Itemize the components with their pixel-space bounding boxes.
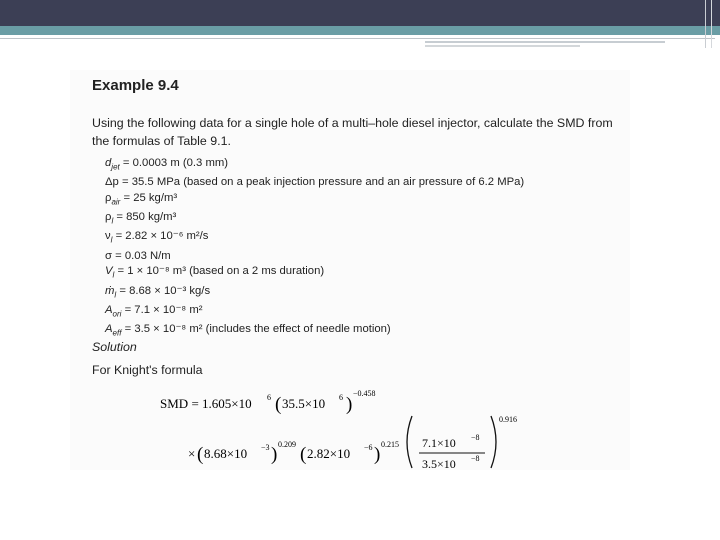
eq-fraction-numerator: 7.1×10 xyxy=(422,436,456,450)
given-item xyxy=(105,264,524,283)
paren-open: ( xyxy=(300,444,307,465)
given-subscript: air xyxy=(111,197,121,207)
eq-fraction-denominator-exponent: −8 xyxy=(471,454,480,463)
slide-rule-short xyxy=(425,41,665,43)
big-paren-open xyxy=(407,416,412,468)
smd-equation xyxy=(160,384,520,474)
eq-term-massflow-exponent: −3 xyxy=(261,443,270,452)
given-symbol: A xyxy=(105,322,113,335)
given-symbol: Δp xyxy=(105,176,119,189)
given-item xyxy=(105,191,524,210)
given-symbol: A xyxy=(105,303,113,316)
slide-rule xyxy=(0,38,715,39)
given-item xyxy=(105,175,524,191)
given-item xyxy=(105,249,524,265)
given-item xyxy=(105,303,524,322)
problem-statement: Using the following data for a single hole of a multi–hole diesel injector, calculate the SMD from the formulas of Table 9.1. xyxy=(92,116,613,148)
eq-term-viscosity: 2.82×10 xyxy=(307,446,351,461)
given-value: = 8.68 × 10⁻³ kg/s xyxy=(116,284,211,297)
example-title: Example 9.4 xyxy=(92,77,179,94)
given-subscript: ori xyxy=(112,309,122,318)
slide-vertical-rule xyxy=(705,0,706,48)
slide-rule-shorter xyxy=(425,45,580,47)
slide-accent-bar xyxy=(0,26,720,35)
paren-open: ( xyxy=(275,394,282,415)
eq-term-pressure-power: −0.458 xyxy=(353,389,376,398)
given-symbol: ṁ xyxy=(105,284,115,297)
eq-term-pressure-exponent: 6 xyxy=(339,393,343,402)
given-subscript: l xyxy=(111,216,114,226)
given-symbol: V xyxy=(105,265,113,278)
given-subscript: jet xyxy=(111,162,120,172)
knight-formula-label: For Knight's formula xyxy=(92,363,203,377)
paren-close: ) xyxy=(374,444,381,465)
given-subscript: l xyxy=(114,289,117,299)
given-symbol: ρ xyxy=(105,192,112,205)
paren-open: ( xyxy=(197,444,204,465)
given-value: = 0.03 N/m xyxy=(111,249,171,262)
eq-term-massflow-power: 0.209 xyxy=(278,440,296,449)
scanned-textbook-page xyxy=(70,70,630,470)
given-value: = 2.82 × 10⁻⁶ m²/s xyxy=(112,230,209,243)
given-value: = 25 kg/m³ xyxy=(120,192,178,205)
given-value: = 3.5 × 10⁻⁸ m² (includes the effect of needle motion) xyxy=(121,322,391,335)
given-symbol: ρ xyxy=(105,211,112,224)
eq-term-viscosity-power: 0.215 xyxy=(381,440,399,449)
eq-fraction-power: 0.916 xyxy=(499,415,517,424)
given-data-list xyxy=(105,156,524,341)
big-paren-close xyxy=(491,416,496,468)
given-item xyxy=(105,229,524,248)
given-subscript: l xyxy=(110,235,113,245)
paren-close: ) xyxy=(271,444,278,465)
given-value: = 7.1 × 10⁻⁸ m² xyxy=(121,303,203,316)
solution-heading: Solution xyxy=(92,340,137,354)
slide-top-bar xyxy=(0,0,720,26)
given-symbol: σ xyxy=(105,249,112,262)
given-item xyxy=(105,210,524,229)
paren-close: ) xyxy=(346,394,353,415)
eq-term-viscosity-exponent: −6 xyxy=(364,443,373,452)
given-symbol: d xyxy=(105,157,112,169)
given-item xyxy=(105,156,524,175)
eq-coef-exponent: 6 xyxy=(267,393,271,402)
eq-times: × xyxy=(188,446,196,461)
eq-lhs: SMD = 1.605×10 xyxy=(160,396,252,411)
given-value: = 0.0003 m (0.3 mm) xyxy=(119,157,229,169)
eq-fraction-numerator-exponent: −8 xyxy=(471,433,480,442)
given-value: = 850 kg/m³ xyxy=(113,211,177,224)
given-subscript: eff xyxy=(112,328,122,338)
slide-vertical-rule xyxy=(711,0,712,48)
given-item xyxy=(105,322,524,341)
given-value: = 35.5 MPa (based on a peak injection pressure and an air pressure of 6.2 MPa) xyxy=(118,176,525,189)
eq-fraction-denominator: 3.5×10 xyxy=(422,457,456,471)
given-symbol: ν xyxy=(105,230,111,243)
given-subscript: l xyxy=(112,270,115,280)
eq-term-massflow: 8.68×10 xyxy=(204,446,248,461)
given-value: = 1 × 10⁻⁸ m³ (based on a 2 ms duration) xyxy=(114,265,325,278)
given-item xyxy=(105,284,524,303)
eq-term-pressure: 35.5×10 xyxy=(282,396,326,411)
